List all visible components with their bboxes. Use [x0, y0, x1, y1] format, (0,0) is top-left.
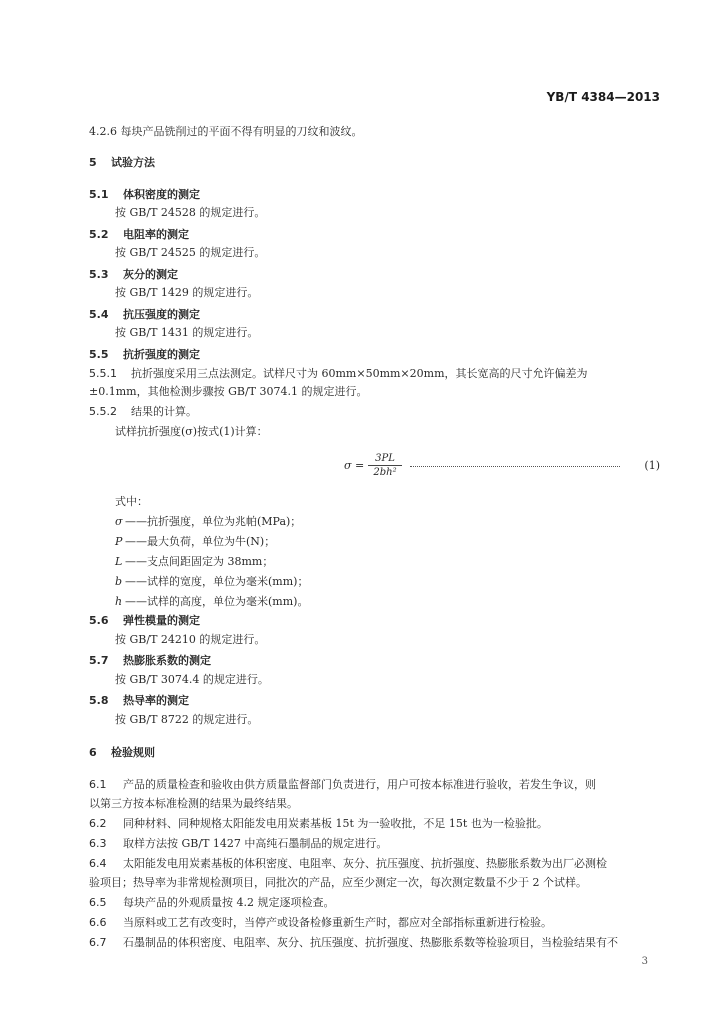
section-5-7-body: 按 GB/T 3074.4 的规定进行。 [115, 673, 269, 686]
section-title: 灰分的测定 [123, 268, 178, 281]
formula-numerator: 3PL [368, 452, 402, 466]
section-title: 热膨胀系数的测定 [123, 654, 211, 667]
clause-text: 太阳能发电用炭素基板的体积密度、电阻率、灰分、抗压强度、抗折强度、热膨胀系数为出厂必测检 [123, 857, 607, 870]
clause-number: 6.3 [89, 837, 107, 850]
symbol: σ [115, 515, 123, 528]
section-5-6-heading [89, 613, 200, 628]
section-5-2-heading [89, 227, 189, 242]
formula-fraction [368, 452, 402, 479]
section-5-2-body: 按 GB/T 24525 的规定进行。 [115, 246, 266, 259]
clause-number: 5.5.2 [89, 405, 117, 418]
equation-number: (1) [644, 459, 660, 472]
section-number: 5.3 [89, 268, 109, 281]
clause-5-5-1-line2: ±0.1mm，其他检测步骤按 GB/T 3074.1 的规定进行。 [89, 385, 368, 398]
var-p [115, 534, 275, 549]
section-5-5-heading [89, 347, 200, 362]
clause-number: 6.4 [89, 857, 107, 870]
var-h [115, 594, 308, 609]
section-5-heading [89, 155, 155, 170]
symbol: b [115, 575, 123, 588]
clause-4-2-6: 4.2.6 每块产品铣削过的平面不得有明显的刀纹和波纹。 [89, 125, 363, 138]
section-title: 电阻率的测定 [123, 228, 189, 241]
section-title: 热导率的测定 [123, 694, 189, 707]
page-number: 3 [641, 956, 648, 967]
definition: ——抗折强度，单位为兆帕(MPa)； [125, 515, 302, 528]
standard-code: YB/T 4384—2013 [546, 90, 660, 104]
clause-number: 6.2 [89, 817, 107, 830]
clause-text: 结果的计算。 [131, 405, 197, 418]
clause-5-5-2 [89, 404, 197, 419]
clause-6-1-line2: 以第三方按本标准检测的结果为最终结果。 [89, 797, 298, 810]
section-5-8-body: 按 GB/T 8722 的规定进行。 [115, 713, 259, 726]
clause-text: 取样方法按 GB/T 1427 中高纯石墨制品的规定进行。 [123, 837, 388, 850]
clause-6-1-line1 [89, 777, 596, 792]
section-number: 5.1 [89, 188, 109, 201]
clause-6-2 [89, 816, 548, 831]
section-5-8-heading [89, 693, 189, 708]
section-5-7-heading [89, 653, 211, 668]
section-5-1-heading [89, 187, 200, 202]
section-number: 5.8 [89, 694, 109, 707]
section-5-3-heading [89, 267, 178, 282]
var-sigma [115, 514, 301, 529]
formula-lhs: σ = [344, 459, 365, 472]
section-number: 5 [89, 156, 97, 169]
section-number: 5.2 [89, 228, 109, 241]
section-title: 试验方法 [111, 156, 155, 169]
clause-number: 6.1 [89, 778, 107, 791]
clause-text: 石墨制品的体积密度、电阻率、灰分、抗压强度、抗折强度、热膨胀系数等检验项目，当检验结果有不 [123, 936, 618, 949]
clause-text: 每块产品的外观质量按 4.2 规定逐项检查。 [123, 896, 335, 909]
section-title: 抗折强度的测定 [123, 348, 200, 361]
section-6-heading [89, 745, 155, 760]
clause-text: 当原料或工艺有改变时，当停产或设备检修重新生产时，都应对全部指标重新进行检验。 [123, 916, 552, 929]
clause-text: 产品的质量检查和验收由供方质量监督部门负责进行，用户可按本标准进行验收，若发生争议，则 [123, 778, 596, 791]
leader-dots [410, 459, 620, 467]
section-number: 5.6 [89, 614, 109, 627]
section-number: 5.7 [89, 654, 109, 667]
clause-6-4-line1 [89, 856, 607, 871]
definition: ——试样的宽度，单位为毫米(mm)； [125, 575, 309, 588]
clause-text: 同种材料、同种规格太阳能发电用炭素基板 15t 为一验收批，不足 15t 也为一检验批。 [123, 817, 548, 830]
clause-5-5-1-line1 [89, 366, 588, 381]
clause-number: 6.7 [89, 936, 107, 949]
definition: ——试样的高度，单位为毫米(mm)。 [125, 595, 309, 608]
section-title: 检验规则 [111, 746, 155, 759]
section-title: 弹性模量的测定 [123, 614, 200, 627]
symbol: L [115, 555, 123, 568]
definition: ——最大负荷，单位为牛(N)； [125, 535, 276, 548]
section-title: 体积密度的测定 [123, 188, 200, 201]
formula-1 [344, 452, 660, 482]
formula-intro: 试样抗折强度(σ)按式(1)计算： [115, 425, 268, 438]
section-number: 6 [89, 746, 97, 759]
section-5-4-body: 按 GB/T 1431 的规定进行。 [115, 326, 259, 339]
symbol: h [115, 595, 123, 608]
clause-number: 5.5.1 [89, 367, 117, 380]
section-5-1-body: 按 GB/T 24528 的规定进行。 [115, 206, 266, 219]
section-5-4-heading [89, 307, 200, 322]
section-number: 5.4 [89, 308, 109, 321]
clause-6-4-line2: 验项目；热导率为非常规检测项目，同批次的产品，应至少测定一次，每次测定数量不少于 2 个试样。 [89, 876, 587, 889]
section-5-3-body: 按 GB/T 1429 的规定进行。 [115, 286, 259, 299]
clause-number: 6.5 [89, 896, 107, 909]
formula-denominator: 2bh² [373, 467, 397, 478]
definition: ——支点间距固定为 38mm； [125, 555, 274, 568]
var-l [115, 554, 273, 569]
section-title: 抗压强度的测定 [123, 308, 200, 321]
clause-6-6 [89, 915, 552, 930]
section-number: 5.5 [89, 348, 109, 361]
clause-6-3 [89, 836, 387, 851]
clause-6-7 [89, 935, 618, 950]
symbol: P [115, 535, 123, 548]
where-label: 式中： [115, 495, 148, 508]
clause-number: 6.6 [89, 916, 107, 929]
clause-text: 抗折强度采用三点法测定。试样尺寸为 60mm×50mm×20mm，其长宽高的尺寸允许偏差为 [131, 367, 588, 380]
section-5-6-body: 按 GB/T 24210 的规定进行。 [115, 633, 266, 646]
clause-6-5 [89, 895, 335, 910]
var-b [115, 574, 308, 589]
